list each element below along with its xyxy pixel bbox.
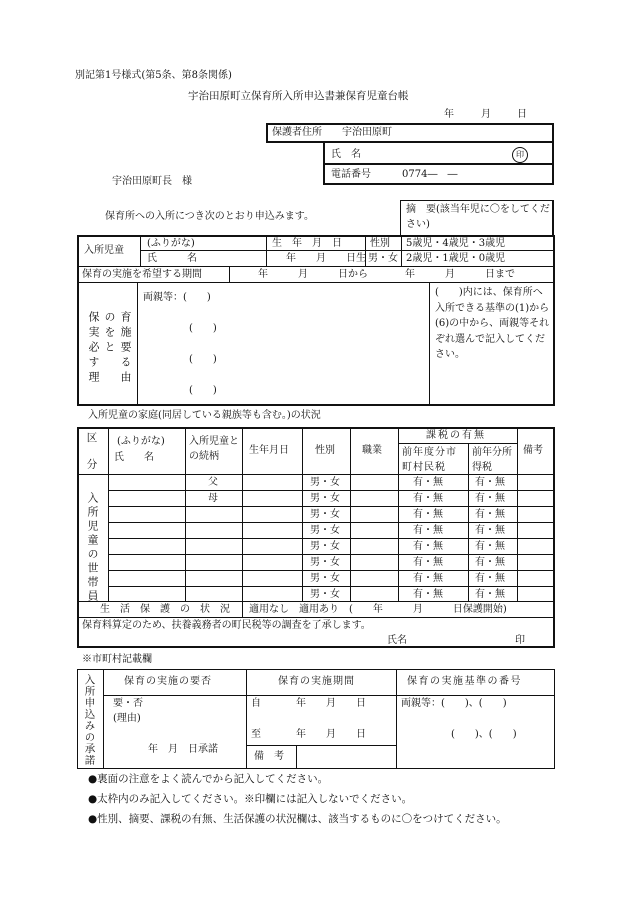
consent-name[interactable]: 氏名 (387, 635, 407, 646)
row-tax-income[interactable]: 有・無 (475, 477, 505, 488)
row-sex[interactable]: 男・女 (310, 573, 340, 584)
col-job: 職業 (362, 445, 382, 456)
consent-text: 保育料算定のため、扶養義務者の町民税等の調査を了承します。 (82, 620, 371, 631)
guardian-address-label: 保護者住所 (272, 127, 322, 138)
office-to-date: 年 月 日 (296, 729, 366, 740)
child-name-label: 氏 名 (147, 253, 197, 264)
reason-label-col3: 育施要る由 (119, 311, 132, 386)
welfare-value[interactable]: 適用なし 適用あり ( 年 月 日保護開始) (249, 604, 507, 615)
row-sex[interactable]: 男・女 (310, 525, 340, 536)
reason-paren-4[interactable]: ( ) (189, 385, 217, 396)
row-tax-income[interactable]: 有・無 (475, 589, 505, 600)
child-sex-value[interactable]: 男・女 (368, 253, 398, 264)
office-parents-1: 両親等：( )、( ) (401, 698, 507, 709)
child-furigana-label: (ふりがな) (147, 238, 195, 249)
reason-parents[interactable]: 両親等：( ) (143, 292, 211, 303)
row-tax-municipal[interactable]: 有・無 (413, 557, 443, 568)
office-need: 要・否 (113, 698, 143, 709)
row-tax-income[interactable]: 有・無 (475, 541, 505, 552)
intro-text: 保育所への入所につき次のとおり申込みます。 (105, 211, 314, 222)
child-birth-label: 生 年 月 日 (272, 238, 342, 249)
row-tax-income[interactable]: 有・無 (475, 509, 505, 520)
welfare-label: 生 活 保 護 の 状 況 (100, 604, 230, 615)
age-class-options-2[interactable]: 2歳児・1歳児・0歳児 (406, 253, 506, 264)
period-to[interactable]: 年 月 日まで (405, 269, 515, 280)
row-tax-municipal[interactable]: 有・無 (413, 589, 443, 600)
col-furigana: (ふりがな) (117, 436, 165, 447)
row-tax-income[interactable]: 有・無 (475, 557, 505, 568)
row-relation[interactable]: 母 (208, 493, 218, 504)
reason-label-col1: 保実必す理 (87, 311, 100, 386)
row-sex[interactable]: 男・女 (310, 541, 340, 552)
note-2: ●太枠内のみ記入してください。※印欄には記入しないでください。 (88, 793, 413, 805)
row-sex[interactable]: 男・女 (310, 589, 340, 600)
page-title: 宇治田原町立保育所入所申込書兼保育児童台帳 (188, 90, 409, 102)
guardian-address-value[interactable]: 宇治田原町 (342, 127, 392, 138)
row-tax-municipal[interactable]: 有・無 (413, 509, 443, 520)
office-col-need: 保育の実施の要否 (124, 676, 212, 687)
col-sex: 性別 (315, 445, 335, 456)
reason-note: ( )内には、保育所へ入所できる基準の(1)から(6)の中から、両親等それぞれ選んで記入してください。 (435, 287, 550, 360)
form-number: 別記第1号様式(第5条、第8条関係) (75, 70, 232, 81)
office-parents-2: ( )、( ) (451, 729, 517, 740)
col-kubun: 区分 (85, 432, 98, 485)
col-tax-income: 前年分所得税 (472, 447, 512, 473)
child-birth-value[interactable]: 年 月 日生 (286, 253, 366, 264)
addressee: 宇治田原町長 様 (112, 176, 192, 187)
col-tax: 課税の有無 (426, 430, 486, 441)
office-title: ※市町村記載欄 (82, 654, 152, 665)
row-tax-municipal[interactable]: 有・無 (413, 525, 443, 536)
col-relation: 入所児童との続柄 (189, 436, 239, 462)
date-month: 月 (481, 109, 491, 120)
office-col-period: 保育の実施期間 (278, 676, 355, 687)
office-from-date: 年 月 日 (296, 698, 366, 709)
guardian-name-label: 氏 名 (331, 149, 361, 160)
row-sex[interactable]: 男・女 (310, 509, 340, 520)
seal-mark: 印 (512, 147, 528, 163)
reason-paren-3[interactable]: ( ) (189, 354, 217, 365)
col-name: 氏 名 (114, 452, 154, 463)
reason-label-col2: のをと (103, 311, 116, 356)
office-col-standard: 保育の実施基準の番号 (407, 676, 522, 687)
date-day: 日 (517, 109, 527, 120)
office-reason: (理由) (113, 713, 141, 724)
office-to-label: 至 (251, 729, 261, 740)
office-approved: 年 月 日承諾 (148, 744, 218, 755)
office-from-label: 自 (251, 698, 261, 709)
note-3: ●性別、摘要、課税の有無、生活保護の状況欄は、該当するものに〇をつけてください。 (88, 813, 507, 825)
row-tax-municipal[interactable]: 有・無 (413, 573, 443, 584)
period-from[interactable]: 年 月 日から (258, 269, 368, 280)
row-sex[interactable]: 男・女 (310, 557, 340, 568)
row-tax-income[interactable]: 有・無 (475, 573, 505, 584)
col-birth: 生年月日 (249, 445, 289, 456)
period-label: 保育の実施を希望する期間 (82, 269, 202, 280)
age-class-options-1[interactable]: 5歳児・4歳児・3歳児 (406, 238, 506, 249)
row-tax-income[interactable]: 有・無 (475, 525, 505, 536)
summary-label: 摘 要(該当年児に〇をしてください) (406, 204, 550, 230)
household-side-label: 入所児童の世帯員 (86, 492, 99, 604)
guardian-phone-value[interactable]: 0774― ― (402, 169, 458, 180)
row-tax-income[interactable]: 有・無 (475, 493, 505, 504)
row-tax-municipal[interactable]: 有・無 (413, 493, 443, 504)
note-1: ●裏面の注意をよく読んでから記入してください。 (88, 773, 329, 785)
consent-seal: 印 (515, 635, 525, 646)
row-tax-municipal[interactable]: 有・無 (413, 477, 443, 488)
col-tax-municipal: 前年度分市町村民税 (402, 447, 457, 473)
child-label: 入所児童 (84, 245, 124, 256)
office-side-label: 入所申込みの承諾 (83, 674, 96, 766)
reason-paren-2[interactable]: ( ) (189, 323, 217, 334)
family-title: 入所児童の家庭(同居している親族等も含む。)の状況 (88, 410, 321, 421)
office-remarks: 備 考 (254, 751, 284, 762)
row-relation[interactable]: 父 (208, 477, 218, 488)
guardian-phone-label: 電話番号 (331, 169, 371, 180)
row-sex[interactable]: 男・女 (310, 493, 340, 504)
child-sex-label: 性別 (370, 238, 390, 249)
col-remarks: 備考 (523, 445, 543, 456)
row-tax-municipal[interactable]: 有・無 (413, 541, 443, 552)
row-sex[interactable]: 男・女 (310, 477, 340, 488)
date-year: 年 (444, 109, 454, 120)
